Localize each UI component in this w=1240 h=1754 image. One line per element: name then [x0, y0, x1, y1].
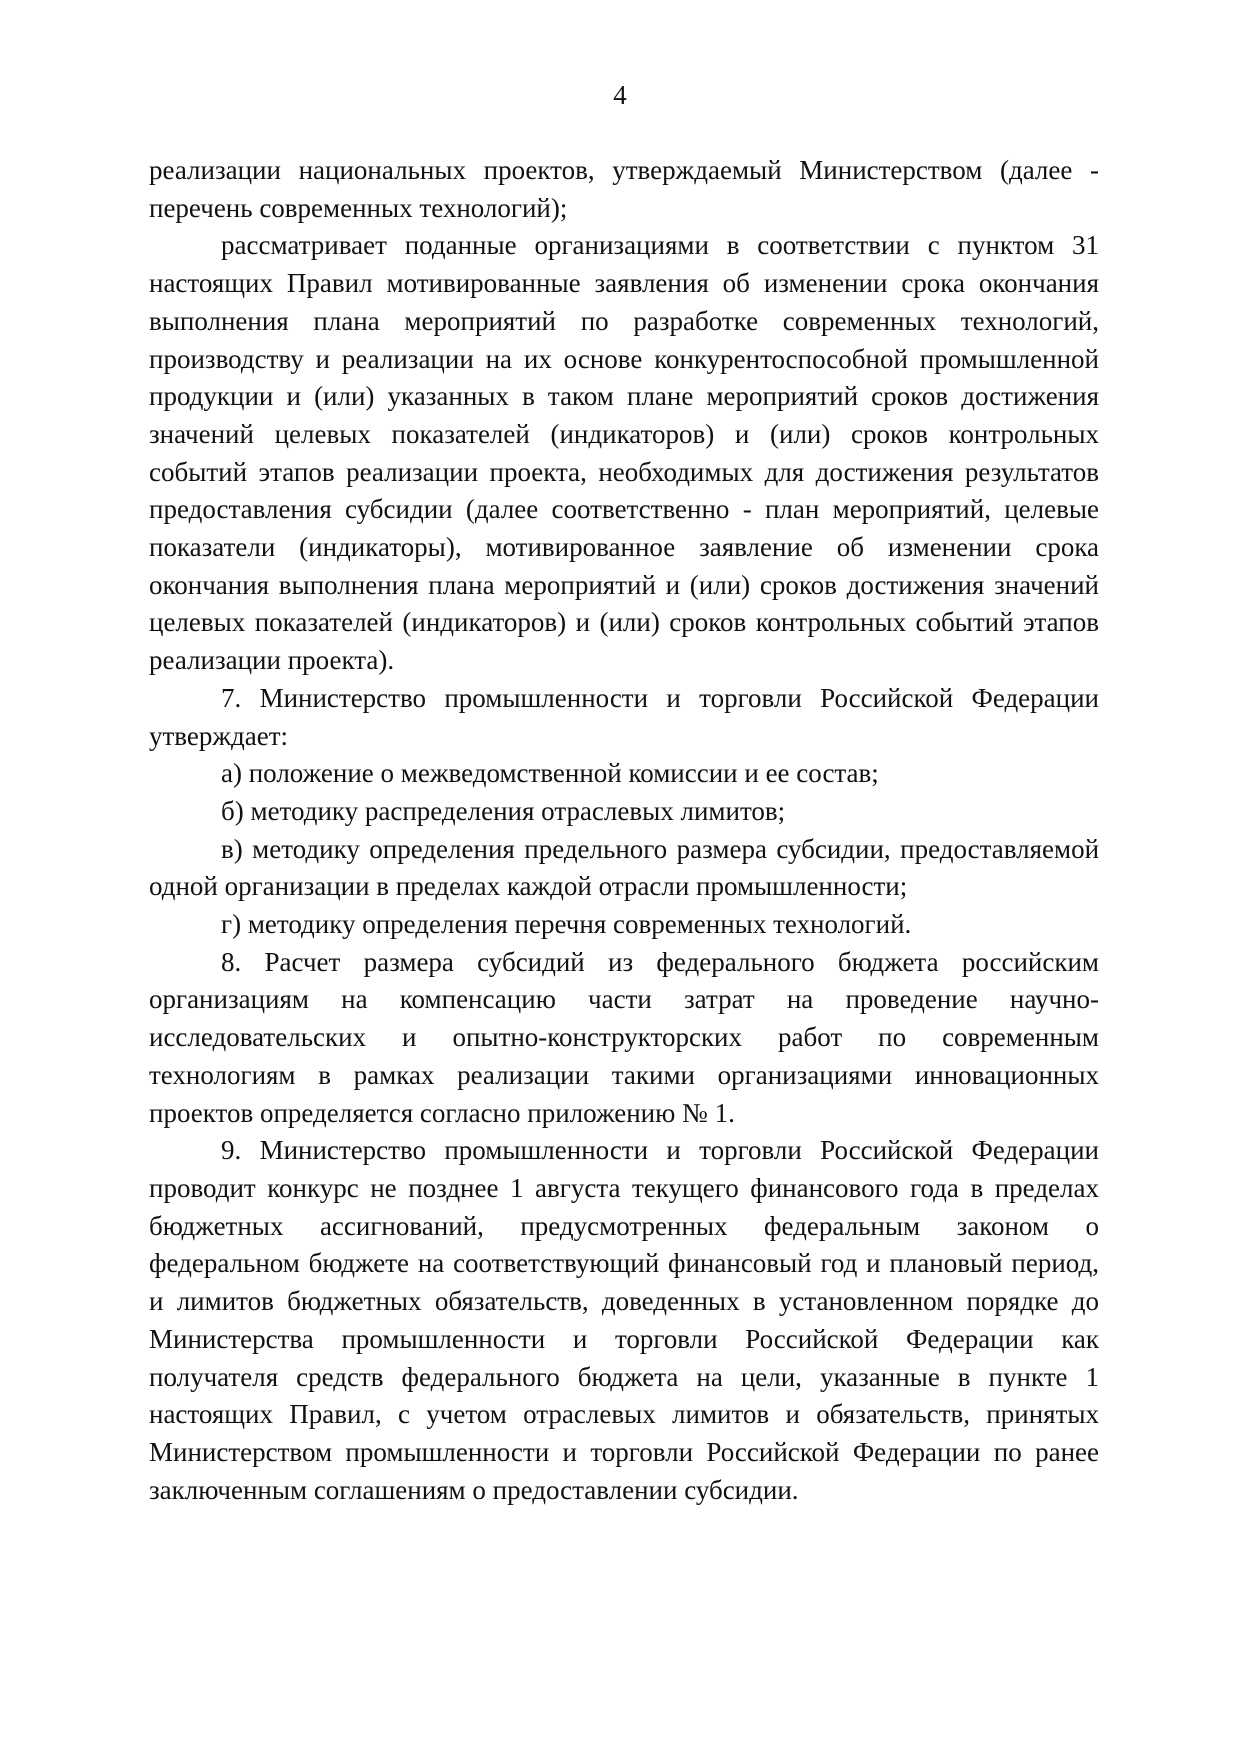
text-line: исследовательских и опытно-конструкторских работ по современным	[149, 1022, 1099, 1053]
text-line: лимитов и обязательств, принятых Министерством промышленности	[149, 1399, 1100, 1467]
page-number: 4	[613, 80, 627, 110]
text-line: г) методику определения перечня современных технологий.	[221, 909, 912, 940]
paragraph	[149, 152, 1099, 227]
text-line: предоставления субсидии (далее соответственно - план мероприятий,	[149, 494, 991, 525]
text-line: конкурентоспособной промышленной продукции и (или) указанных	[149, 343, 1100, 412]
text-line: а) положение о межведомственной комиссии и ее состав;	[221, 758, 879, 789]
text-line: реализации национальных проектов, утверждаемый Министерством	[149, 155, 983, 185]
text-line: организациям на компенсацию части затрат на проведение научно-	[149, 984, 1099, 1015]
text-line: в установленном порядке до Министерства промышленности и торговли	[149, 1286, 1099, 1354]
text-line: и торговли Российской Федерации по ранее заключенным соглашениям	[149, 1436, 1099, 1505]
text-line: окончания выполнения плана мероприятий по разработке современных	[149, 268, 1099, 336]
text-line: о предоставлении субсидии.	[472, 1474, 799, 1505]
text-line: года в пределах бюджетных ассигнований, предусмотренных федеральным	[149, 1172, 1099, 1241]
paragraph	[149, 227, 1099, 679]
text-line: рассматривает поданные организациями в соответствии с пунктом 31	[221, 230, 1099, 261]
text-line: б) методику распределения отраслевых лимитов;	[221, 795, 786, 826]
text-line: законом о федеральном бюджете на соответствующий финансовый год	[149, 1210, 1099, 1279]
paragraph	[149, 755, 1099, 793]
text-line: цели, указанные в пункте 1 настоящих Правил, с учетом отраслевых	[149, 1361, 1100, 1430]
paragraph	[149, 680, 1099, 755]
text-line: предоставляемой одной организации в пределах каждой отрасли	[149, 833, 1100, 902]
text-line: 7. Министерство промышленности и торговли Российской	[221, 682, 954, 713]
document-body	[149, 152, 1099, 1509]
paragraph	[149, 831, 1099, 906]
text-line: Федерации утверждает:	[149, 682, 1099, 751]
paragraph	[149, 944, 1099, 1133]
text-line: в таком плане мероприятий сроков достижения значений целевых	[149, 381, 1100, 449]
text-line: Российской Федерации как получателя средств федерального бюджета на	[149, 1323, 1099, 1392]
text-line: реализации проекта, необходимых для достижения результатов	[346, 456, 1099, 487]
paragraph	[149, 906, 1099, 944]
text-line: Федерации проводит конкурс не позднее 1 августа текущего финансового	[149, 1135, 1099, 1203]
text-line: настоящих Правил мотивированные заявления об изменении срока	[149, 268, 965, 299]
text-line: сроков контрольных событий этапов реализации проекта).	[149, 607, 1099, 676]
text-line: и плановый период, и лимитов бюджетных обязательств, доведенных	[149, 1248, 1099, 1317]
text-line: об изменении срока окончания выполнения плана мероприятий и (или)	[149, 532, 1100, 600]
text-line: показателей (индикаторов) и (или) сроков контрольных событий этапов	[149, 418, 1100, 487]
text-line: (далее - перечень современных технологий);	[149, 155, 1100, 223]
paragraph	[149, 1132, 1099, 1509]
text-line: целевые показатели (индикаторы), мотивированное заявление	[149, 494, 1099, 563]
text-line: технологиям в рамках реализации такими организациями инновационных	[149, 1059, 1099, 1090]
paragraph	[149, 793, 1099, 831]
text-line: проектов определяется согласно приложению № 1.	[149, 1097, 735, 1128]
text-line: сроков достижения значений целевых показателей (индикаторов) и (или)	[149, 569, 1099, 638]
text-line: промышленности;	[696, 871, 908, 902]
text-line: 8. Расчет размера субсидий из федерального бюджета российским	[221, 946, 1099, 977]
text-line: в) методику определения предельного размера субсидии,	[221, 833, 891, 864]
text-line: технологий, производству и реализации на их основе	[149, 305, 1099, 374]
text-line: 9. Министерство промышленности и торговли Российской	[221, 1135, 954, 1166]
